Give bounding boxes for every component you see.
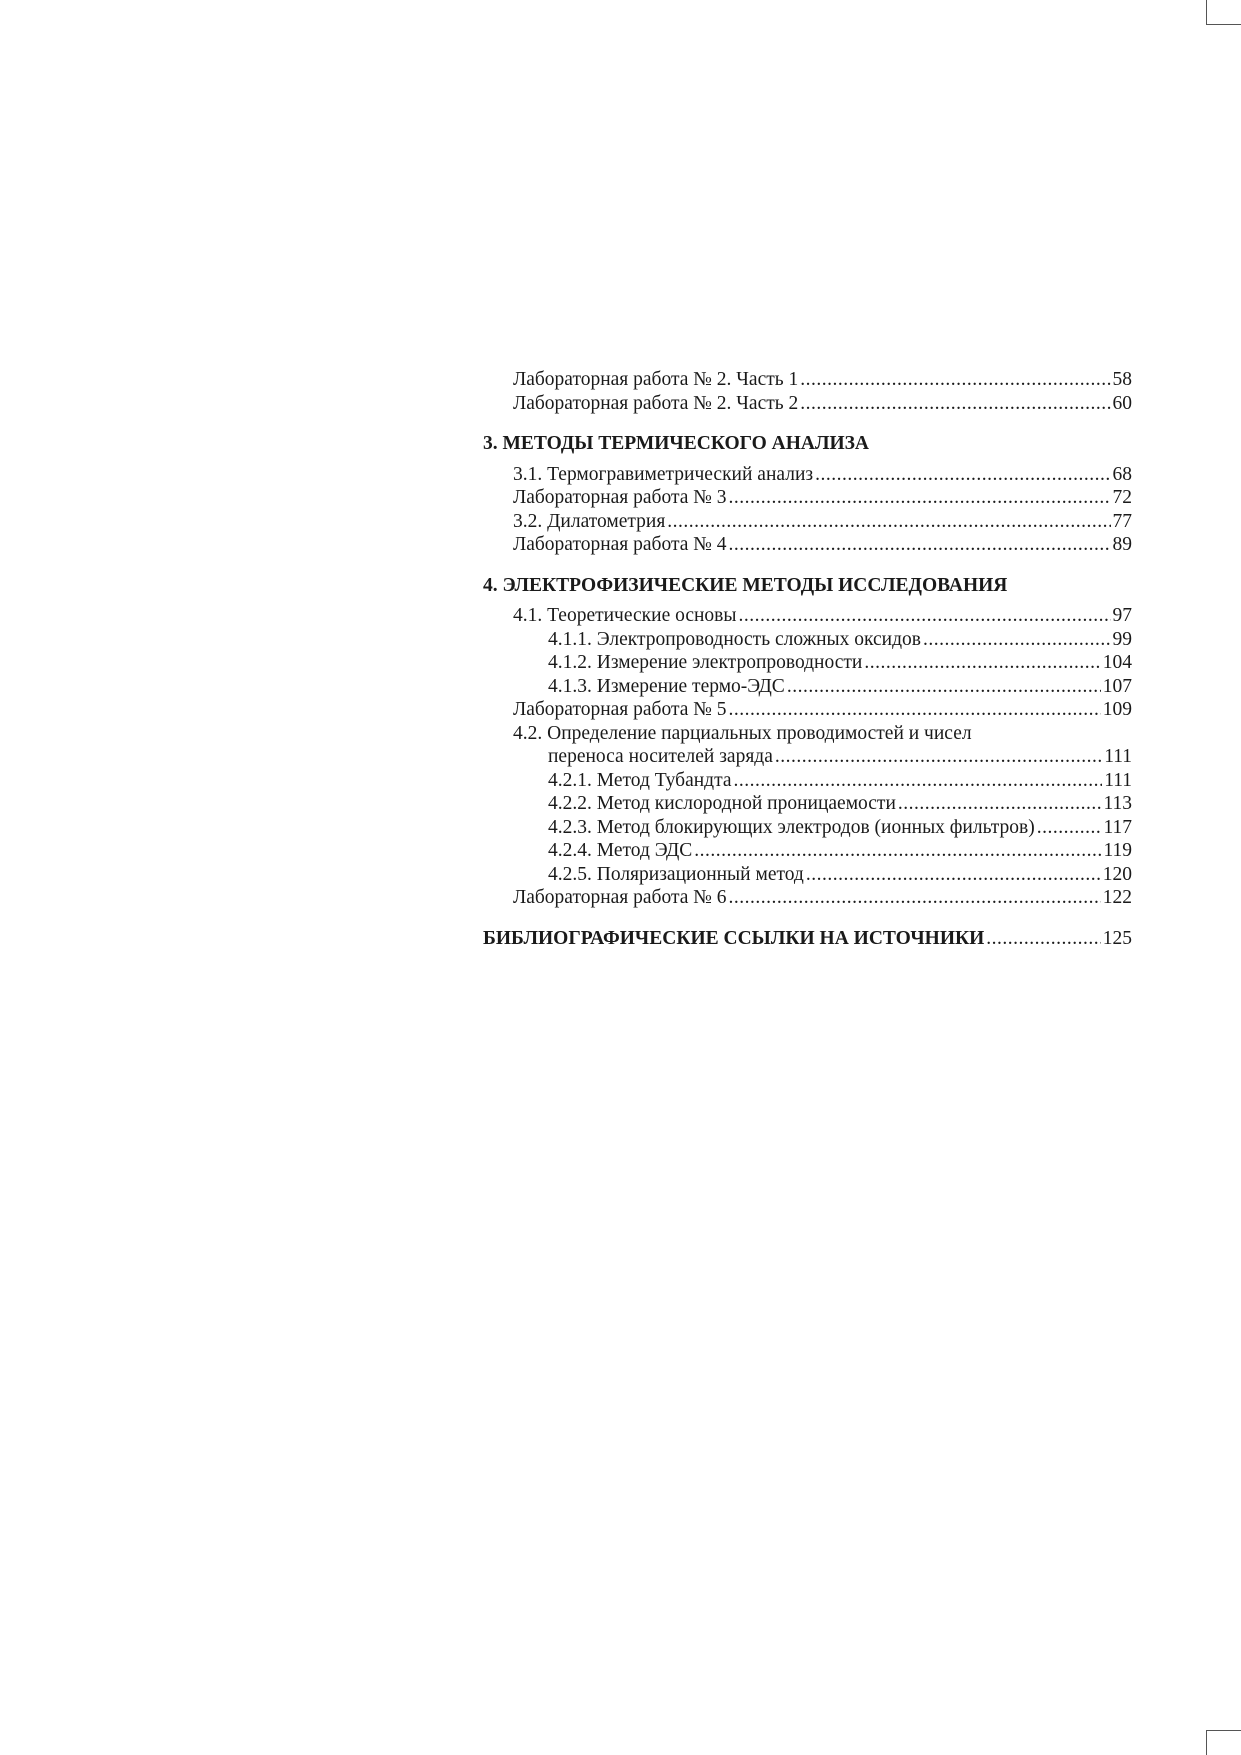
toc-entry — [483, 392, 1132, 416]
toc-entry-page: 119 — [1103, 840, 1132, 861]
toc-leader — [1037, 816, 1102, 840]
toc-entry-title: Лабораторная работа № 4 — [513, 534, 727, 555]
toc-entry-title: Лабораторная работа № 3 — [513, 487, 727, 508]
toc-leader — [898, 792, 1102, 816]
toc-leader — [729, 698, 1101, 722]
toc-entry-page: 89 — [1112, 534, 1132, 555]
toc-entry-page: 122 — [1102, 887, 1132, 908]
toc-leader — [800, 368, 1110, 392]
toc-entry-title: 4.1. Теоретические основы — [513, 605, 737, 626]
toc-entry-title: 3.1. Термогравиметрический анализ — [513, 463, 814, 485]
toc-entry — [483, 863, 1132, 887]
toc-entry — [483, 368, 1132, 392]
toc-leader — [806, 863, 1101, 887]
toc-entry-page: 104 — [1102, 652, 1132, 673]
toc-entry-title: 4.2.5. Поляризационный метод — [548, 863, 804, 885]
crop-mark — [1206, 1730, 1207, 1755]
toc-entry-title: 4.1.3. Измерение термо-ЭДС — [548, 675, 785, 697]
toc-entry-title: 4.2.2. Метод кислородной проницаемости — [548, 793, 896, 814]
toc-leader — [787, 675, 1101, 699]
toc-entry-page: 99 — [1112, 628, 1132, 650]
toc-entry-page: 111 — [1104, 746, 1132, 767]
toc-entry-page: 77 — [1112, 510, 1132, 532]
toc-entry-page: 72 — [1112, 487, 1132, 508]
toc-entry — [483, 675, 1132, 699]
toc-entry-title: 4.1.2. Измерение электропроводности — [548, 652, 863, 673]
toc-entry-page: 113 — [1103, 793, 1132, 814]
toc-leader — [923, 628, 1111, 652]
toc-entry-title: 4.2.4. Метод ЭДС — [548, 840, 693, 861]
toc-leader — [694, 839, 1101, 863]
toc-leader — [775, 745, 1102, 769]
toc-entry-page: 60 — [1112, 392, 1132, 414]
toc-entry — [483, 604, 1132, 628]
toc-leader — [729, 533, 1111, 557]
toc-entry-page: 107 — [1102, 675, 1132, 697]
toc-entry — [483, 769, 1132, 793]
toc-entry-title: 4.2.3. Метод блокирующих электродов (ионных фильтров) — [548, 816, 1035, 838]
toc-entry-title: 3.2. Дилатометрия — [513, 510, 666, 532]
toc-entry — [483, 651, 1132, 675]
table-of-contents — [483, 368, 1132, 950]
toc-leader — [800, 392, 1110, 416]
section-heading: 4. ЭЛЕКТРОФИЗИЧЕСКИЕ МЕТОДЫ ИССЛЕДОВАНИЯ — [483, 574, 1008, 596]
toc-entry-title: Лабораторная работа № 5 — [513, 699, 727, 720]
toc-entry-page: 111 — [1104, 769, 1132, 791]
toc-leader — [739, 604, 1111, 628]
toc-entry-page: 68 — [1112, 463, 1132, 485]
crop-mark — [1206, 24, 1241, 25]
toc-entry-title: Лабораторная работа № 2. Часть 1 — [513, 369, 799, 390]
toc-entry-title: 4.1.1. Электропроводность сложных оксидов — [548, 628, 921, 650]
section-heading: 3. МЕТОДЫ ТЕРМИЧЕСКОГО АНАЛИЗА — [483, 433, 870, 454]
toc-entry-title: БИБЛИОГРАФИЧЕСКИЕ ССЫЛКИ НА ИСТОЧНИКИ — [483, 927, 985, 949]
toc-entry-title: Лабораторная работа № 2. Часть 2 — [513, 392, 799, 414]
toc-leader — [986, 927, 1100, 951]
toc-leader — [729, 886, 1101, 910]
toc-entry — [483, 628, 1132, 652]
toc-entry-page: 109 — [1102, 699, 1132, 720]
toc-entry-page: 120 — [1102, 863, 1132, 885]
toc-leader — [734, 769, 1103, 793]
toc-leader — [667, 510, 1110, 534]
toc-entry — [483, 745, 1132, 769]
toc-leader — [864, 651, 1100, 675]
toc-entry — [483, 486, 1132, 510]
toc-entry — [483, 886, 1132, 910]
crop-mark — [1206, 0, 1207, 24]
toc-entry-page: 97 — [1112, 605, 1132, 626]
toc-entry-bibliography — [483, 927, 1132, 951]
crop-mark — [1206, 1730, 1241, 1731]
toc-leader — [815, 463, 1110, 487]
toc-entry — [483, 816, 1132, 840]
toc-entry-title: переноса носителей заряда — [548, 746, 773, 767]
toc-leader — [729, 486, 1111, 510]
toc-entry — [483, 839, 1132, 863]
toc-entry — [483, 463, 1132, 487]
toc-entry — [483, 510, 1132, 534]
toc-entry-title: 4.2.1. Метод Тубандта — [548, 769, 732, 791]
toc-entry-title-line: 4.2. Определение парциальных проводимостей и чисел — [513, 722, 972, 744]
toc-entry-page: 58 — [1112, 369, 1132, 390]
toc-entry-page: 117 — [1103, 816, 1132, 838]
toc-entry-page: 125 — [1102, 927, 1132, 949]
toc-entry — [483, 698, 1132, 722]
toc-entry — [483, 533, 1132, 557]
toc-entry — [483, 792, 1132, 816]
toc-entry-title: Лабораторная работа № 6 — [513, 887, 727, 908]
